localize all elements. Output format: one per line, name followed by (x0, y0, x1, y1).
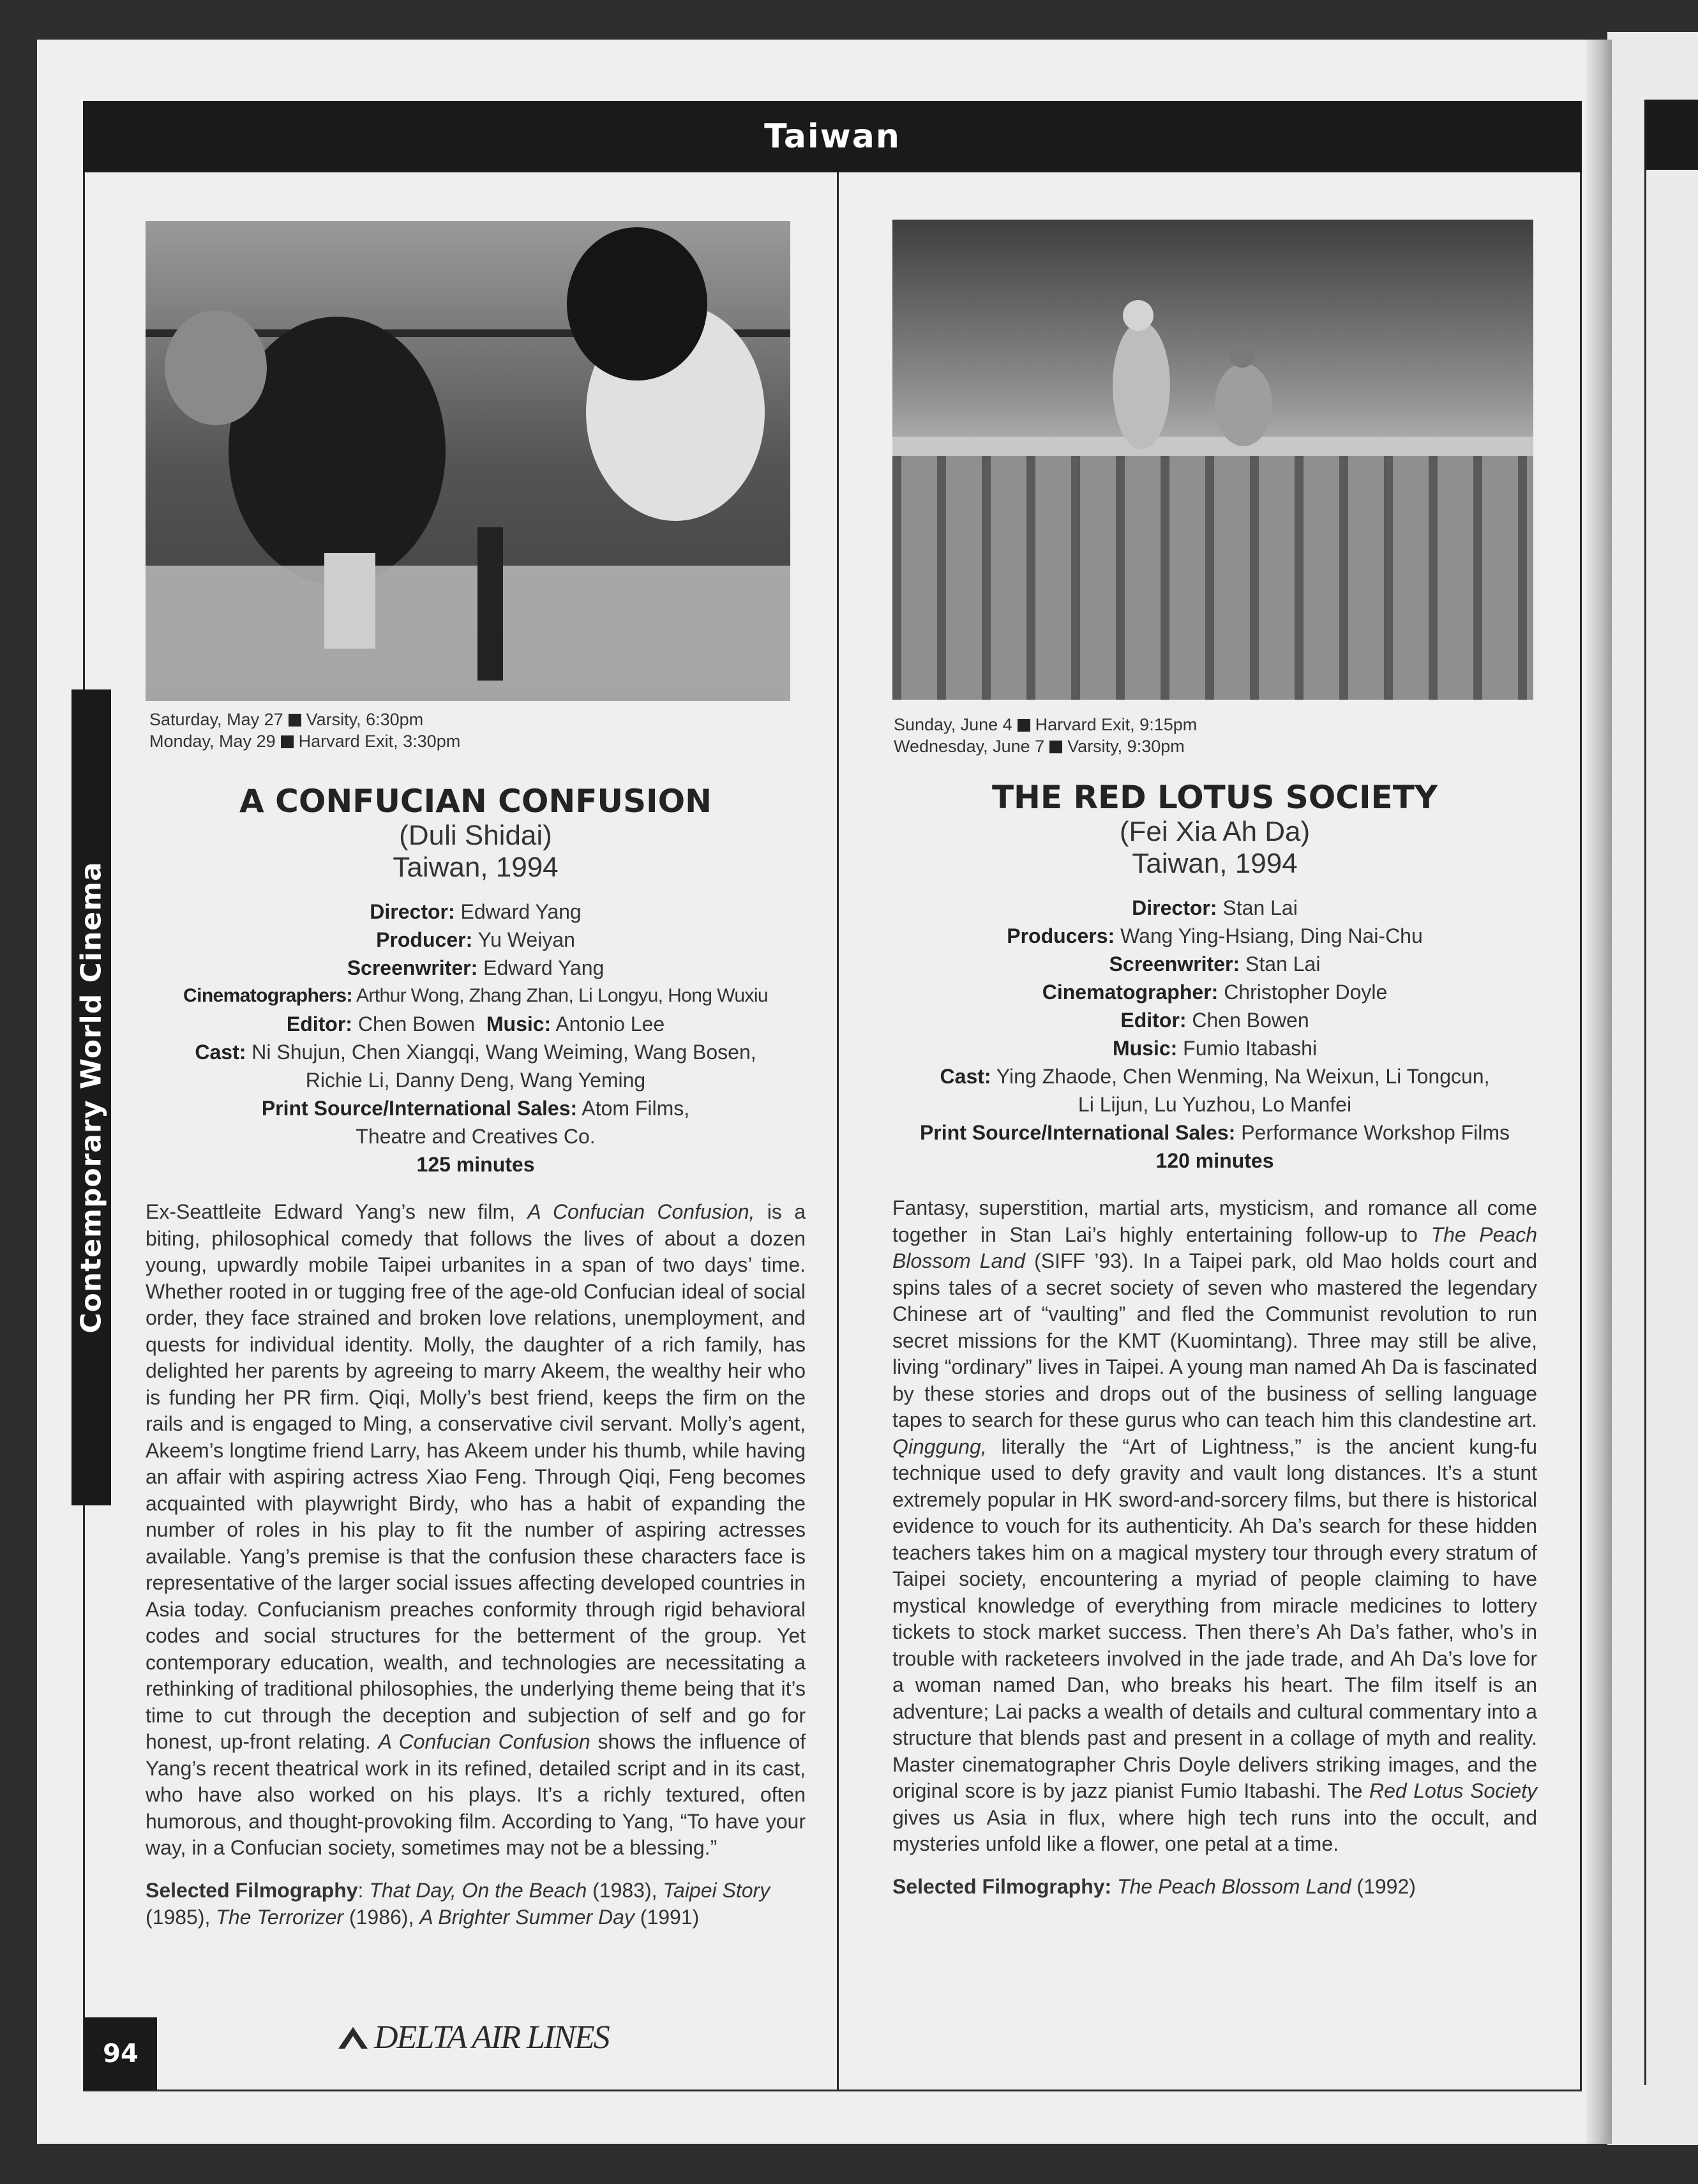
film-country-year: Taiwan, 1994 (393, 852, 559, 883)
credit-print-source-cont: Theatre and Creatives Co. (356, 1125, 596, 1148)
screenings-confucian-confusion (149, 709, 788, 752)
square-bullet-icon (1049, 741, 1062, 753)
credit-cinematographer: Cinematographer: Christopher Doyle (1042, 981, 1388, 1004)
film-entry-red-lotus-society (892, 779, 1537, 1900)
film-entry-confucian-confusion (146, 783, 806, 1931)
runtime: 120 minutes (1155, 1149, 1274, 1172)
screening-date: Saturday, May 27 (149, 710, 283, 729)
credit-print-source: Print Source/International Sales: Atom Films, (261, 1097, 690, 1120)
screening-line (894, 735, 1532, 757)
screening-line (149, 730, 788, 752)
credit-producer: Producers: Wang Ying-Hsiang, Ding Nai-Chu (1007, 924, 1423, 947)
sponsor-name: DELTA AIR LINES (374, 2019, 609, 2056)
film-still-red-lotus-society (892, 220, 1533, 700)
credit-print-source: Print Source/International Sales: Performance Workshop Films (919, 1121, 1510, 1144)
credit-music: Music: Fumio Itabashi (1112, 1037, 1318, 1060)
column-divider (837, 172, 839, 2091)
sponsor-logo (338, 2019, 609, 2056)
screening-venue: Varsity, 6:30pm (306, 710, 424, 729)
screening-line (149, 709, 788, 730)
screening-line (894, 714, 1532, 735)
square-bullet-icon (281, 735, 294, 748)
square-bullet-icon (289, 714, 301, 727)
synopsis: Fantasy, superstition, martial arts, mysticism, and romance all come together in Stan Lai’s highly entertaining follow-up to The Peach Blossom Land (SIFF ’93). In a Taipei park, old Mao holds court and spins tales of a secret society of seven who mastered the legendary Chinese art of “vaulting” and fled the Communist revolution to run secret missions for the KMT (Kuomintang). Three may still be alive, living “ordinary” lives in Taipei. A young man named Ah Da is fascinated by these stories and drops out of the business of selling language tapes to search for these gurus who can teach him this clandestine art. Qinggung, literally the “Art of Lightness,” is the ancient kung-fu technique used to defy gravity and vault long distances. It’s a stunt extremely popular in HK sword-and-sorcery films, but there is historical evidence to vouch for its authenticity. Ah Da’s search for these hidden teachers takes him on a magical mystery tour through every stratum of Taipei society, encountering a myriad of people claiming to have mystical knowledge of everything from miracle medicines to lottery tickets to stock market success. Then there’s Ah Da’s father, who’s in trouble with racketeers involved in the jade trade, and Ah Da’s love for a woman named Dan, who breaks his heart. The film itself is an adventure; Lai packs a wealth of details and cultural commentary into a structure that blends past and present in a collage of myth and reality. Master cinematographer Chris Doyle delivers striking images, and the original score is by jazz pianist Fumio Itabashi. The Red Lotus Society gives us Asia in flux, where high tech runs into the occult, and mysteries unfold like a flower, one petal at a time. (892, 1196, 1538, 1855)
credit-director: Director: Edward Yang (370, 900, 582, 923)
screening-venue: Harvard Exit, 9:15pm (1035, 715, 1198, 734)
credit-screenwriter: Screenwriter: Stan Lai (1109, 953, 1321, 975)
side-tab-label: Contemporary World Cinema (75, 861, 108, 1334)
selected-filmography: Selected Filmography: The Peach Blossom Land (1992) (892, 1874, 1416, 1898)
credit-producer: Producer: Yu Weiyan (376, 928, 575, 951)
square-bullet-icon (1018, 719, 1030, 732)
adjacent-header-bar (1644, 100, 1698, 170)
section-title: Taiwan (764, 117, 901, 156)
credit-editor-music: Editor: Chen Bowen Music: Antonio Lee (286, 1013, 665, 1036)
adjacent-page-edge (1607, 32, 1698, 2145)
credit-editor: Editor: Chen Bowen (1120, 1009, 1309, 1032)
film-alt-title: (Fei Xia Ah Da) (1119, 816, 1311, 847)
credit-cast: Cast: Ni Shujun, Chen Xiangqi, Wang Weiming, Wang Bosen, (195, 1041, 756, 1064)
credit-cast: Cast: Ying Zhaode, Chen Wenming, Na Weixun, Li Tongcun, (940, 1065, 1490, 1088)
runtime: 125 minutes (416, 1153, 535, 1176)
credit-cast-cont: Li Lijun, Lu Yuzhou, Lo Manfei (1078, 1093, 1352, 1116)
film-country-year: Taiwan, 1994 (1132, 848, 1298, 879)
film-title: THE RED LOTUS SOCIETY (991, 779, 1438, 816)
credit-cinematographer: Cinematographers: Arthur Wong, Zhang Zhan, Li Longyu, Hong Wuxiu (183, 985, 768, 1006)
screening-date: Monday, May 29 (149, 732, 276, 751)
adjacent-frame-border (1644, 170, 1698, 2085)
synopsis: Ex-Seattleite Edward Yang’s new film, A Confucian Confusion, is a biting, philosophical comedy that follows the lives of about a dozen young, upwardly mobile Taipei urbanites in a span of two days’ time. Whether rooted in or tugging free of the age-old Confucian ideal of social order, they face strained and broken love relations, unemployment, and quests for individual identity. Molly, the daughter of a rich family, has delighted her parents by agreeing to marry Akeem, the wealthy heir who is funding her PR firm. Qiqi, Molly’s best friend, keeps the firm on the rails and is engaged to Ming, a conservative civil servant. Molly’s agent, Akeem’s longtime friend Larry, has Akeem under his thumb, while having an affair with aspiring actress Xiao Feng. Through Qiqi, Feng becomes acquainted with playwright Birdy, who has a habit of expanding the number of roles in his play to fit the number of aspiring actresses available. Yang’s premise is that the confusion these characters face is representative of the larger social issues affecting developed countries in Asia today. Confucianism preaches conformity through rigid behavioral codes and social structures for the betterment of the group. Yet contemporary education, wealth, and technologies are necessitating a rethinking of traditional philosophies, the underlying theme being that it’s time to cut through the deception and subjection of self and go for honest, up-front relating. A Confucian Confusion shows the influence of Yang’s recent theatrical work in its refined, detailed script and in its cast, who have also worked on his plays. It’s a richly textured, often humorous, and thought-provoking film. According to Yang, “To have your way, in a Confucian society, sometimes may not be a blessing.” (146, 1200, 806, 1859)
delta-triangle-icon (338, 2027, 368, 2049)
credits (892, 894, 1537, 1175)
screening-date: Wednesday, June 7 (894, 737, 1045, 756)
section-header (83, 101, 1582, 172)
credit-director: Director: Stan Lai (1132, 896, 1298, 919)
film-title: A CONFUCIAN CONFUSION (239, 783, 712, 820)
page-spine-shadow (1586, 40, 1612, 2144)
screening-venue: Varsity, 9:30pm (1067, 737, 1185, 756)
selected-filmography: Selected Filmography: That Day, On the Beach (1983), Taipei Story (1985), The Terrorizer (1986), A Brighter Summer Day (1991) (146, 1878, 770, 1929)
credit-cast-cont: Richie Li, Danny Deng, Wang Yeming (305, 1069, 646, 1092)
film-alt-title: (Duli Shidai) (399, 820, 552, 851)
film-still-confucian-confusion (146, 221, 790, 701)
side-tab (71, 689, 111, 1505)
credits (146, 898, 806, 1179)
page-number: 94 (84, 2017, 157, 2090)
screening-venue: Harvard Exit, 3:30pm (298, 732, 461, 751)
credit-screenwriter: Screenwriter: Edward Yang (347, 956, 605, 979)
screenings-red-lotus-society (894, 714, 1532, 757)
screening-date: Sunday, June 4 (894, 715, 1012, 734)
